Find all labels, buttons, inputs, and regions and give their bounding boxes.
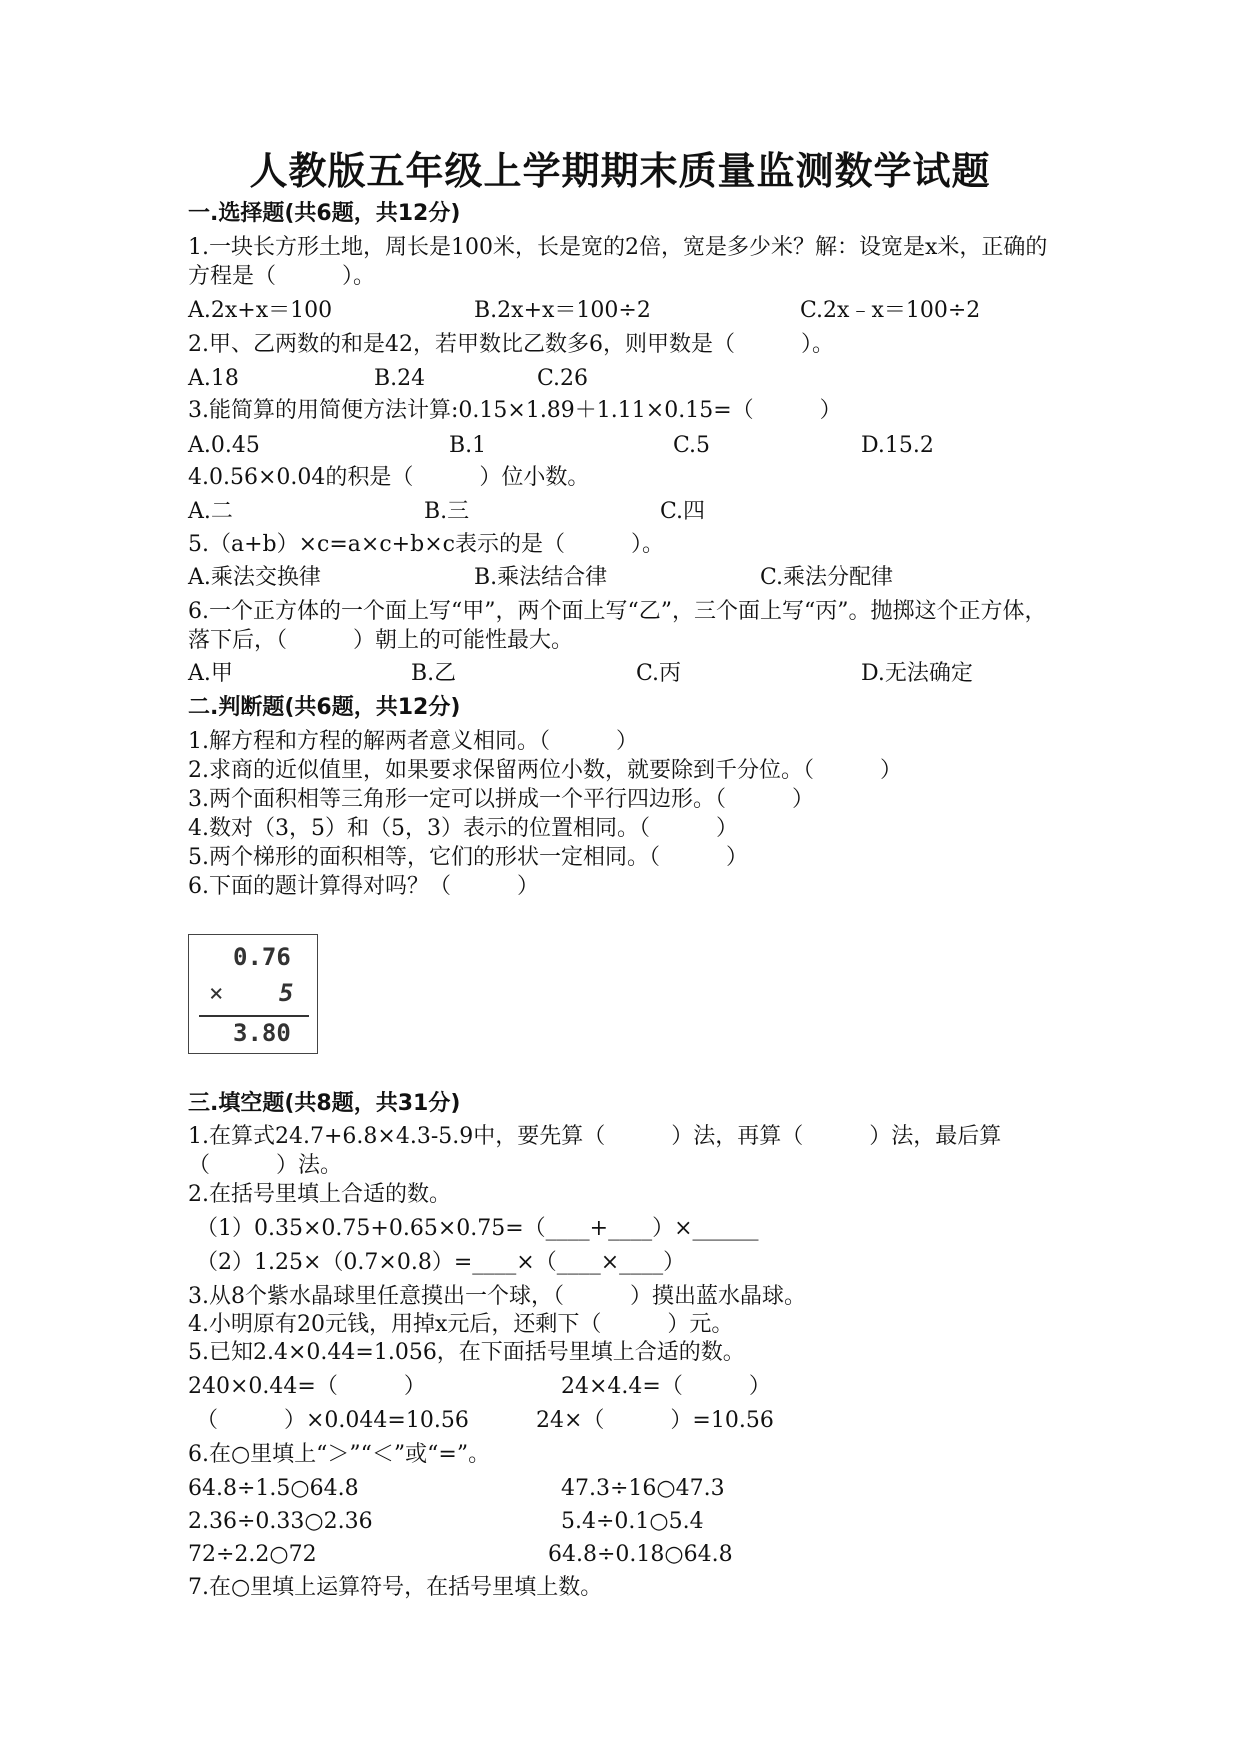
option-a: A.二 (188, 499, 233, 524)
option-b: B.乘法结合律 (474, 565, 608, 590)
option-b: B.乙 (411, 661, 457, 686)
option-c: C.2x﹣x＝100÷2 (800, 298, 981, 323)
compare-item: 72÷2.2○72 (188, 1542, 317, 1567)
judgement-item: 6.下面的题计算得对吗？（ ） (188, 874, 539, 899)
question-text: 2.甲、乙两数的和是42，若甲数比乙数多6，则甲数是（ ）。 (188, 332, 834, 357)
fill-question: 4.小明原有20元钱，用掉x元后，还剩下（ ）元。 (188, 1312, 734, 1337)
product: 3.80 (233, 1019, 291, 1047)
fill-subquestion: （2）1.25×（0.7×0.8）=____×（____×____） (196, 1250, 686, 1275)
section-heading-choice: 一.选择题(共6题，共12分) (188, 201, 461, 226)
option-c: C.乘法分配律 (760, 565, 894, 590)
fill-question: 1.在算式24.7+6.8×4.3-5.9中，要先算（ ）法，再算（ ）法，最后算（ ）法。 (188, 1124, 1002, 1178)
judgement-item: 5.两个梯形的面积相等，它们的形状一定相同。（ ） (188, 845, 748, 870)
result-rule (199, 1015, 309, 1017)
question-text: 4.0.56×0.04的积是（ ）位小数。 (188, 465, 590, 490)
fill-question: 7.在○里填上运算符号，在括号里填上数。 (188, 1575, 603, 1600)
compare-item: 5.4÷0.1○5.4 (561, 1509, 704, 1534)
judgement-item: 1.解方程和方程的解两者意义相同。（ ） (188, 729, 638, 754)
fill-item: 24×4.4=（ ） (561, 1374, 771, 1399)
option-c: C.四 (660, 499, 706, 524)
option-c: C.26 (537, 366, 589, 391)
option-a: A.18 (188, 366, 239, 391)
option-c: C.5 (673, 433, 711, 458)
judgement-item: 4.数对（3，5）和（5，3）表示的位置相同。（ ） (188, 816, 738, 841)
page-title: 人教版五年级上学期期末质量监测数学试题 (249, 148, 991, 193)
fill-question: 3.从8个紫水晶球里任意摸出一个球，（ ）摸出蓝水晶球。 (188, 1284, 806, 1309)
option-a: A.乘法交换律 (188, 565, 321, 590)
option-a: A.甲 (188, 661, 233, 686)
section-heading-fill: 三.填空题(共8题，共31分) (188, 1091, 461, 1116)
judgement-item: 3.两个面积相等三角形一定可以拼成一个平行四边形。（ ） (188, 787, 814, 812)
question-text: 6.一个正方体的一个面上写“甲”，两个面上写“乙”，三个面上写“丙”。抛掷这个正方体，落下后，（ ）朝上的可能性最大。 (188, 599, 1047, 653)
question-text: 5.（a+b）×c=a×c+b×c表示的是（ ）。 (188, 532, 664, 557)
fill-question: 6.在○里填上“＞”“＜”或“=”。 (188, 1442, 491, 1467)
fill-question: 2.在括号里填上合适的数。 (188, 1182, 451, 1207)
fill-item: 24×（ ）=10.56 (536, 1408, 774, 1433)
fill-item: （ ）×0.044=10.56 (196, 1408, 469, 1433)
compare-item: 47.3÷16○47.3 (561, 1476, 725, 1501)
compare-item: 64.8÷0.18○64.8 (548, 1542, 733, 1567)
fill-subquestion: （1）0.35×0.75+0.65×0.75=（____+____）×______ (196, 1216, 759, 1241)
multiplier: 5 (279, 979, 294, 1007)
option-a: A.0.45 (188, 433, 260, 458)
option-d: D.无法确定 (861, 661, 973, 686)
compare-item: 2.36÷0.33○2.36 (188, 1509, 373, 1534)
multiplication-figure (188, 934, 318, 1054)
multiplicand: 0.76 (233, 943, 291, 971)
section-heading-judgement: 二.判断题(共6题，共12分) (188, 695, 461, 720)
option-b: B.1 (449, 433, 487, 458)
judgement-item: 2.求商的近似值里，如果要求保留两位小数，就要除到千分位。（ ） (188, 758, 902, 783)
compare-item: 64.8÷1.5○64.8 (188, 1476, 359, 1501)
option-a: A.2x+x＝100 (188, 298, 333, 323)
option-d: D.15.2 (861, 433, 934, 458)
option-b: B.三 (424, 499, 470, 524)
question-text: 1.一块长方形土地，周长是100米，长是宽的2倍，宽是多少米？解：设宽是x米，正确的方程是（ ）。 (188, 235, 1048, 289)
times-sign: × (209, 979, 224, 1007)
option-c: C.丙 (636, 661, 682, 686)
fill-item: 240×0.44=（ ） (188, 1374, 426, 1399)
question-text: 3.能简算的用简便方法计算:0.15×1.89＋1.11×0.15=（ ） (188, 398, 842, 423)
fill-question: 5.已知2.4×0.44=1.056，在下面括号里填上合适的数。 (188, 1340, 745, 1365)
option-b: B.2x+x＝100÷2 (474, 298, 651, 323)
option-b: B.24 (374, 366, 426, 391)
